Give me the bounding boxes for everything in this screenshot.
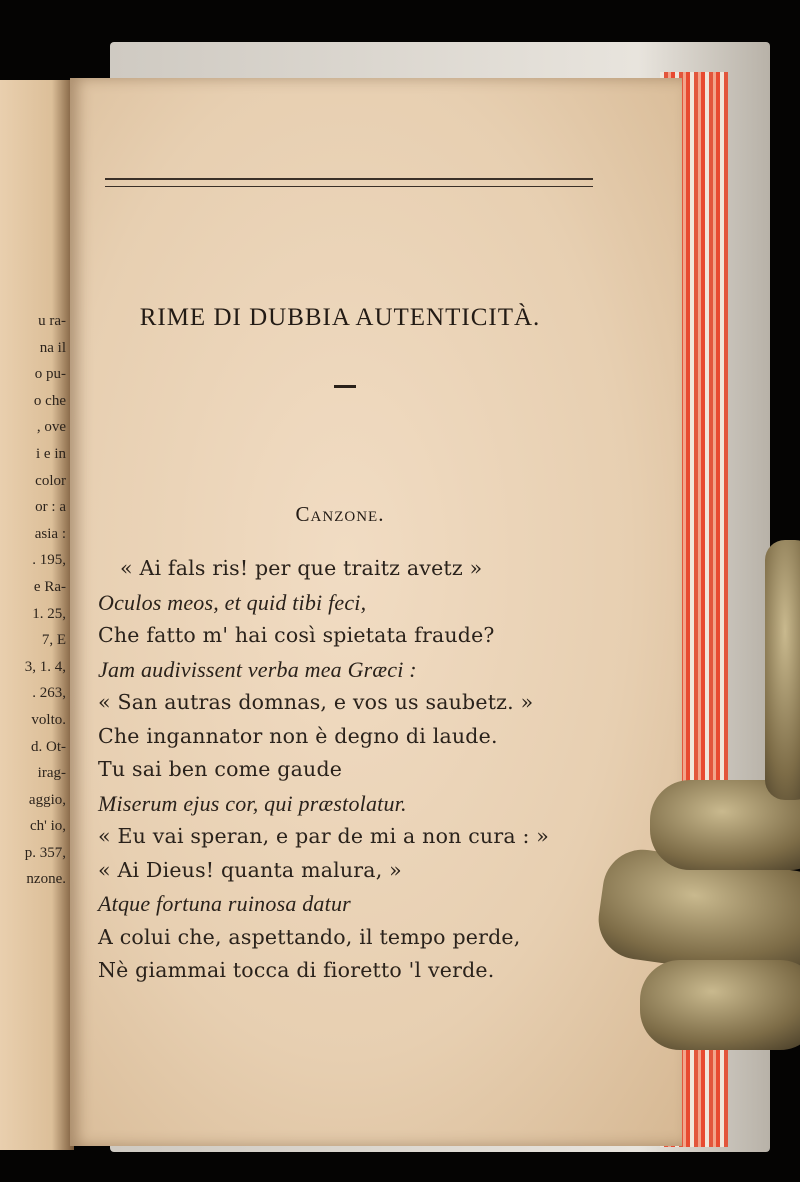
- verse-line: A colui che, aspettando, il tempo perde,: [98, 924, 521, 949]
- left-fragment: volto.: [31, 711, 66, 728]
- verse-line: Nè giammai tocca di fioretto 'l verde.: [98, 958, 495, 982]
- verse-line: Che ingannator non è degno di laude.: [98, 723, 498, 748]
- brass-stand: [765, 540, 800, 800]
- left-fragment: . 195,: [32, 552, 66, 569]
- left-fragment: e Ra-: [33, 578, 66, 595]
- left-fragment: na il: [39, 339, 66, 356]
- poem: [98, 552, 549, 988]
- left-page: [0, 80, 74, 1150]
- verse-line: Miserum ejus cor, qui præstolatur.: [98, 790, 407, 816]
- page-title: RIME DI DUBBIA AUTENTICITÀ.: [139, 304, 541, 331]
- left-fragment: 7, E: [41, 632, 66, 649]
- left-fragment: , ove: [36, 419, 66, 436]
- left-fragment: p. 357,: [24, 844, 66, 861]
- verse-line: Che fatto m' hai così spietata fraude?: [98, 623, 495, 647]
- left-fragment: 1. 25,: [32, 605, 66, 622]
- verse-line: Tu sai ben come gaude: [98, 757, 343, 781]
- verse-line: Jam audivissent verba mea Græci :: [98, 656, 417, 682]
- left-fragment: ch' io,: [29, 818, 66, 835]
- verse-line: « San autras domnas, e vos us saubetz. »: [98, 690, 534, 714]
- right-page: [70, 78, 682, 1146]
- verse-line: Oculos meos, et quid tibi feci,: [98, 589, 367, 615]
- left-fragment: nzone.: [26, 871, 66, 888]
- header-rule: [105, 178, 593, 187]
- section-heading: Canzone.: [295, 502, 385, 526]
- left-fragment: u ra-: [38, 313, 66, 329]
- title-dash: [334, 385, 356, 388]
- left-fragment: o pu-: [34, 366, 66, 383]
- verse-line: « Eu vai speran, e par de mi a non cura : »: [98, 824, 550, 848]
- left-fragment: color: [35, 472, 66, 489]
- left-fragment: o che: [33, 392, 66, 409]
- left-fragment: d. Ot-: [31, 738, 66, 755]
- left-fragment: irag-: [37, 765, 66, 782]
- left-fragment: asia :: [34, 525, 66, 542]
- left-fragment: aggio,: [28, 791, 66, 808]
- brass-page-holder-lower: [640, 960, 800, 1050]
- left-fragment: i e in: [36, 445, 66, 462]
- verse-line: Atque fortuna ruinosa datur: [98, 891, 351, 916]
- left-fragment: or : a: [35, 499, 66, 516]
- left-fragment: . 263,: [32, 685, 66, 702]
- left-page-text: [25, 308, 66, 893]
- verse-line: « Ai Dieus! quanta malura, »: [98, 857, 402, 882]
- verse-line: « Ai fals ris! per que traitz avetz »: [120, 556, 483, 580]
- left-fragment: 3, 1. 4,: [24, 658, 66, 675]
